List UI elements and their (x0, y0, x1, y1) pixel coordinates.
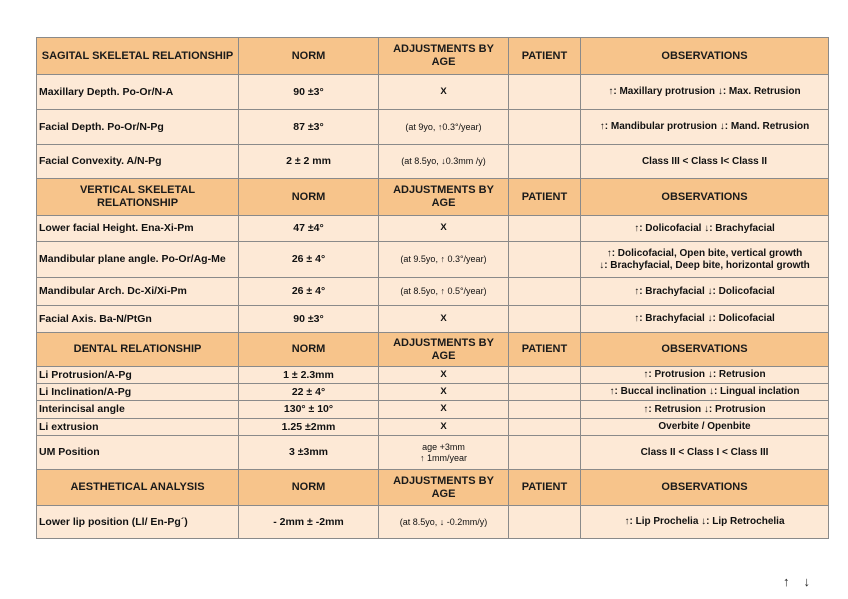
parameter-cell: Li Inclination/A-Pg (37, 384, 239, 401)
up-arrow-icon: ↑ (783, 574, 790, 589)
adjustment-cell: X (379, 75, 509, 110)
column-header-patient: PATIENT (509, 179, 581, 216)
column-header-patient: PATIENT (509, 38, 581, 75)
adjustment-cell: X (379, 306, 509, 333)
column-header-adjustments: ADJUSTMENTS BY AGE (379, 179, 509, 216)
patient-value-cell[interactable] (509, 401, 581, 419)
norm-cell: 26 ± 4° (239, 278, 379, 306)
adjustment-cell (379, 436, 509, 470)
section-title: SAGITAL SKELETAL RELATIONSHIP (37, 38, 239, 75)
column-header-norm: NORM (239, 470, 379, 506)
observation-line: Overbite / Openbite (658, 421, 751, 433)
column-header-patient: PATIENT (509, 333, 581, 367)
section-title: VERTICAL SKELETAL RELATIONSHIP (37, 179, 239, 216)
norm-cell: 26 ± 4° (239, 242, 379, 278)
parameter-cell: Li extrusion (37, 419, 239, 436)
table-row (37, 506, 829, 539)
observations-cell (581, 242, 829, 278)
observations-cell (581, 75, 829, 110)
observation-line: ↑: Brachyfacial ↓: Dolicofacial (634, 285, 775, 297)
section-header-row (37, 179, 829, 216)
norm-cell: 90 ±3° (239, 306, 379, 333)
adjustment-cell: (at 9yo, ↑0.3°/year) (379, 110, 509, 145)
observation-line: ↑: Buccal inclination ↓: Lingual inclation (609, 386, 800, 398)
patient-value-cell[interactable] (509, 419, 581, 436)
observation-line: ↑: Dolicofacial, Open bite, vertical growth (606, 248, 803, 259)
adjustment-cell: X (379, 367, 509, 384)
patient-value-cell[interactable] (509, 145, 581, 179)
observation-line: Class III < Class I< Class II (641, 155, 768, 167)
norm-cell: 2 ± 2 mm (239, 145, 379, 179)
adjustment-line: ↑ 1mm/year (419, 452, 467, 463)
table-row (37, 384, 829, 401)
parameter-cell: Lower facial Height. Ena-Xi-Pm (37, 216, 239, 242)
section-title: DENTAL RELATIONSHIP (37, 333, 239, 367)
patient-value-cell[interactable] (509, 75, 581, 110)
column-header-observations: OBSERVATIONS (581, 179, 829, 216)
table-row (37, 436, 829, 470)
table-row (37, 242, 829, 278)
table-row (37, 75, 829, 110)
norm-cell: 1 ± 2.3mm (239, 367, 379, 384)
adjustment-cell: (at 8.5yo, ↑ 0.5°/year) (379, 278, 509, 306)
norm-cell: 87 ±3° (239, 110, 379, 145)
column-header-observations: OBSERVATIONS (581, 333, 829, 367)
parameter-cell: Mandibular plane angle. Po-Or/Ag-Me (37, 242, 239, 278)
observations-cell (581, 216, 829, 242)
table-row (37, 306, 829, 333)
norm-cell: 3 ±3mm (239, 436, 379, 470)
parameter-cell: Facial Axis. Ba-N/PtGn (37, 306, 239, 333)
adjustment-cell: X (379, 419, 509, 436)
adjustment-line: age +3mm (422, 442, 465, 453)
observation-line: ↑: Maxillary protrusion ↓: Max. Retrusion (608, 86, 801, 98)
observation-line: ↑: Brachyfacial ↓: Dolicofacial (634, 313, 775, 325)
observations-cell (581, 278, 829, 306)
adjustment-cell: X (379, 384, 509, 401)
patient-value-cell[interactable] (509, 384, 581, 401)
observations-cell (581, 401, 829, 419)
parameter-cell: Interincisal angle (37, 401, 239, 419)
column-header-norm: NORM (239, 333, 379, 367)
adjustment-cell: (at 8.5yo, ↓ -0.2mm/y) (379, 506, 509, 539)
patient-value-cell[interactable] (509, 506, 581, 539)
cephalometric-analysis-table (36, 37, 829, 539)
norm-cell: 47 ±4° (239, 216, 379, 242)
section-title: AESTHETICAL ANALYSIS (37, 470, 239, 506)
down-arrow-icon: ↓ (803, 574, 810, 589)
observation-line: ↑: Dolicofacial ↓: Brachyfacial (634, 222, 775, 234)
parameter-cell: Lower lip position (Ll/ En-Pg´) (37, 506, 239, 539)
patient-value-cell[interactable] (509, 216, 581, 242)
column-header-adjustments: ADJUSTMENTS BY AGE (379, 38, 509, 75)
patient-value-cell[interactable] (509, 367, 581, 384)
observations-cell (581, 506, 829, 539)
adjustment-cell: (at 9.5yo, ↑ 0.3°/year) (379, 242, 509, 278)
table-row (37, 401, 829, 419)
table-row (37, 145, 829, 179)
observation-line: ↑: Lip Prochelia ↓: Lip Retrochelia (624, 516, 785, 528)
column-header-norm: NORM (239, 38, 379, 75)
section-header-row (37, 470, 829, 506)
observation-line: ↓: Brachyfacial, Deep bite, horizontal growth (599, 259, 810, 271)
table-row (37, 278, 829, 306)
table-row (37, 419, 829, 436)
norm-cell: - 2mm ± -2mm (239, 506, 379, 539)
norm-cell: 22 ± 4° (239, 384, 379, 401)
parameter-cell: Maxillary Depth. Po-Or/N-A (37, 75, 239, 110)
norm-cell: 130° ± 10° (239, 401, 379, 419)
observation-line: ↑: Retrusion ↓: Protrusion (643, 403, 766, 415)
norm-cell: 1.25 ±2mm (239, 419, 379, 436)
table-row (37, 110, 829, 145)
adjustment-cell: (at 8.5yo, ↓0.3mm /y) (379, 145, 509, 179)
observation-line: ↑: Mandibular protrusion ↓: Mand. Retrusion (599, 121, 810, 133)
adjustment-cell: X (379, 216, 509, 242)
observations-cell (581, 367, 829, 384)
observation-line: ↑: Protrusion ↓: Retrusion (643, 369, 766, 381)
section-header-row (37, 333, 829, 367)
observations-cell (581, 110, 829, 145)
patient-value-cell[interactable] (509, 436, 581, 470)
parameter-cell: UM Position (37, 436, 239, 470)
legend-arrows (783, 574, 824, 589)
observations-cell (581, 436, 829, 470)
parameter-cell: Li Protrusion/A-Pg (37, 367, 239, 384)
observations-cell (581, 384, 829, 401)
table-row (37, 216, 829, 242)
patient-value-cell[interactable] (509, 110, 581, 145)
column-header-adjustments: ADJUSTMENTS BY AGE (379, 333, 509, 367)
patient-value-cell[interactable] (509, 242, 581, 278)
observation-line: Class II < Class I < Class III (640, 446, 769, 458)
observations-cell (581, 145, 829, 179)
adjustment-cell: X (379, 401, 509, 419)
table-row (37, 367, 829, 384)
column-header-patient: PATIENT (509, 470, 581, 506)
observations-cell (581, 419, 829, 436)
section-header-row (37, 38, 829, 75)
column-header-observations: OBSERVATIONS (581, 38, 829, 75)
patient-value-cell[interactable] (509, 278, 581, 306)
parameter-cell: Facial Convexity. A/N-Pg (37, 145, 239, 179)
patient-value-cell[interactable] (509, 306, 581, 333)
column-header-adjustments: ADJUSTMENTS BY AGE (379, 470, 509, 506)
observations-cell (581, 306, 829, 333)
parameter-cell: Mandibular Arch. Dc-Xi/Xi-Pm (37, 278, 239, 306)
norm-cell: 90 ±3° (239, 75, 379, 110)
column-header-observations: OBSERVATIONS (581, 470, 829, 506)
column-header-norm: NORM (239, 179, 379, 216)
parameter-cell: Facial Depth. Po-Or/N-Pg (37, 110, 239, 145)
